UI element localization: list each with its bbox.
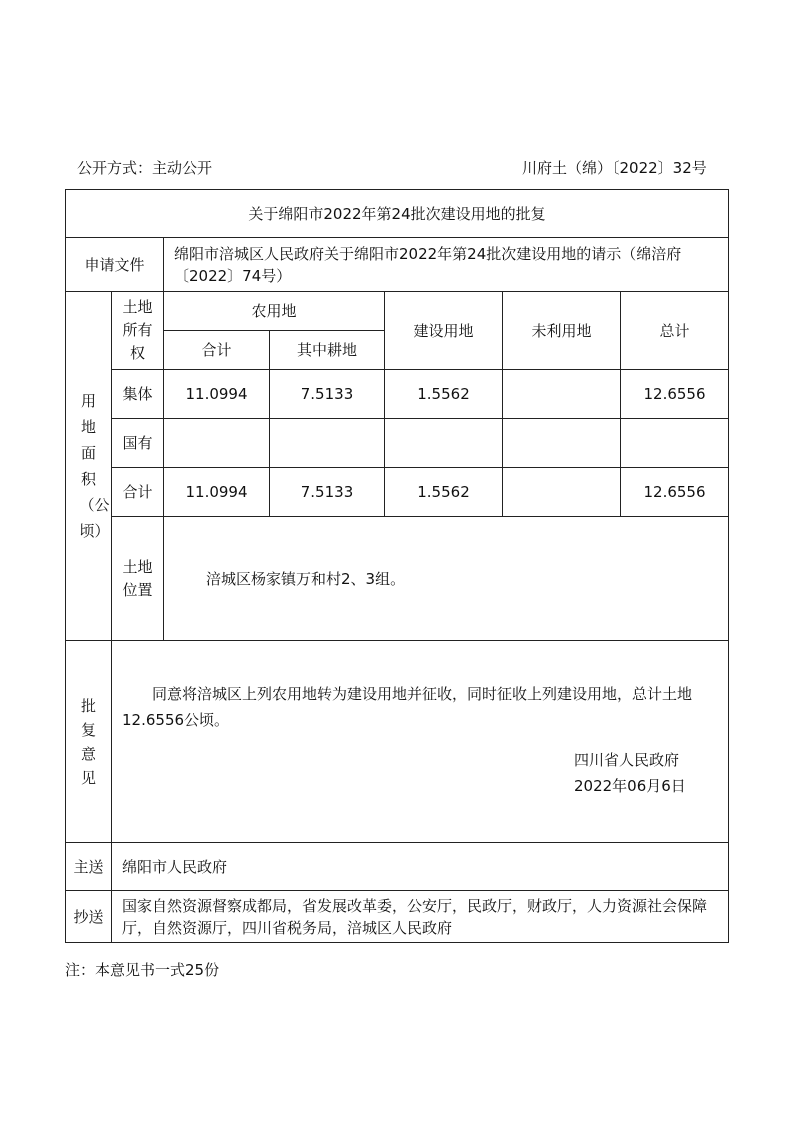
opinion-label: 批复意见 (80, 696, 96, 787)
cultivated-value: 7.5133 (270, 370, 385, 419)
approval-title: 关于绵阳市2022年第24批次建设用地的批复 (66, 190, 729, 238)
document-number: 川府土（绵）〔2022〕32号 (522, 159, 707, 177)
copy-label: 抄送 (66, 891, 112, 943)
main-send-label: 主送 (66, 843, 112, 891)
subtotal-value (164, 419, 270, 468)
area-label-cell (66, 292, 112, 641)
row-label: 国有 (112, 419, 164, 468)
total-value: 12.6556 (621, 468, 729, 517)
construction-value (385, 419, 503, 468)
ownership-label: 土地所有权 (122, 298, 153, 362)
row-label: 合计 (112, 468, 164, 517)
unused-value (503, 468, 621, 517)
total-value (621, 419, 729, 468)
unused-header: 未利用地 (503, 292, 621, 370)
farmland-header: 农用地 (164, 292, 385, 331)
cultivated-value (270, 419, 385, 468)
table-row (66, 370, 729, 419)
table-row (66, 419, 729, 468)
disclosure-method: 公开方式：主动公开 (77, 159, 213, 177)
approval-table (65, 189, 729, 943)
application-text: 绵阳市涪城区人民政府关于绵阳市2022年第24批次建设用地的请示（绵涪府〔2022〕74号） (164, 238, 729, 292)
opinion-cell (112, 641, 729, 843)
location-label: 土地位置 (122, 557, 153, 599)
unused-value (503, 370, 621, 419)
copy-text: 国家自然资源督察成都局，省发展改革委，公安厅，民政厅，财政厅，人力资源社会保障厅，自然资源厅，四川省税务局，涪城区人民政府 (112, 891, 729, 943)
opinion-text: 同意将涪城区上列农用地转为建设用地并征收，同时征收上列建设用地，总计土地12.6556公顷。 (122, 685, 693, 729)
sign-date: 2022年06月6日 (574, 777, 686, 795)
subtotal-header: 合计 (164, 331, 270, 370)
location-text: 涪城区杨家镇万和村2、3组。 (164, 517, 729, 641)
copies-note: 注：本意见书一式25份 (65, 961, 220, 979)
location-label-cell (112, 517, 164, 641)
cultivated-header: 其中耕地 (270, 331, 385, 370)
area-label: 用地面积（公顷） (79, 392, 110, 540)
main-send-text: 绵阳市人民政府 (112, 843, 729, 891)
construction-value: 1.5562 (385, 370, 503, 419)
total-header: 总计 (621, 292, 729, 370)
signature-block (574, 747, 718, 799)
unused-value (503, 419, 621, 468)
table-row (66, 468, 729, 517)
application-label: 申请文件 (66, 238, 164, 292)
signer: 四川省人民政府 (574, 751, 680, 769)
construction-header: 建设用地 (385, 292, 503, 370)
cultivated-value: 7.5133 (270, 468, 385, 517)
ownership-label-cell (112, 292, 164, 370)
total-value: 12.6556 (621, 370, 729, 419)
opinion-label-cell (66, 641, 112, 843)
subtotal-value: 11.0994 (164, 468, 270, 517)
construction-value: 1.5562 (385, 468, 503, 517)
subtotal-value: 11.0994 (164, 370, 270, 419)
row-label: 集体 (112, 370, 164, 419)
